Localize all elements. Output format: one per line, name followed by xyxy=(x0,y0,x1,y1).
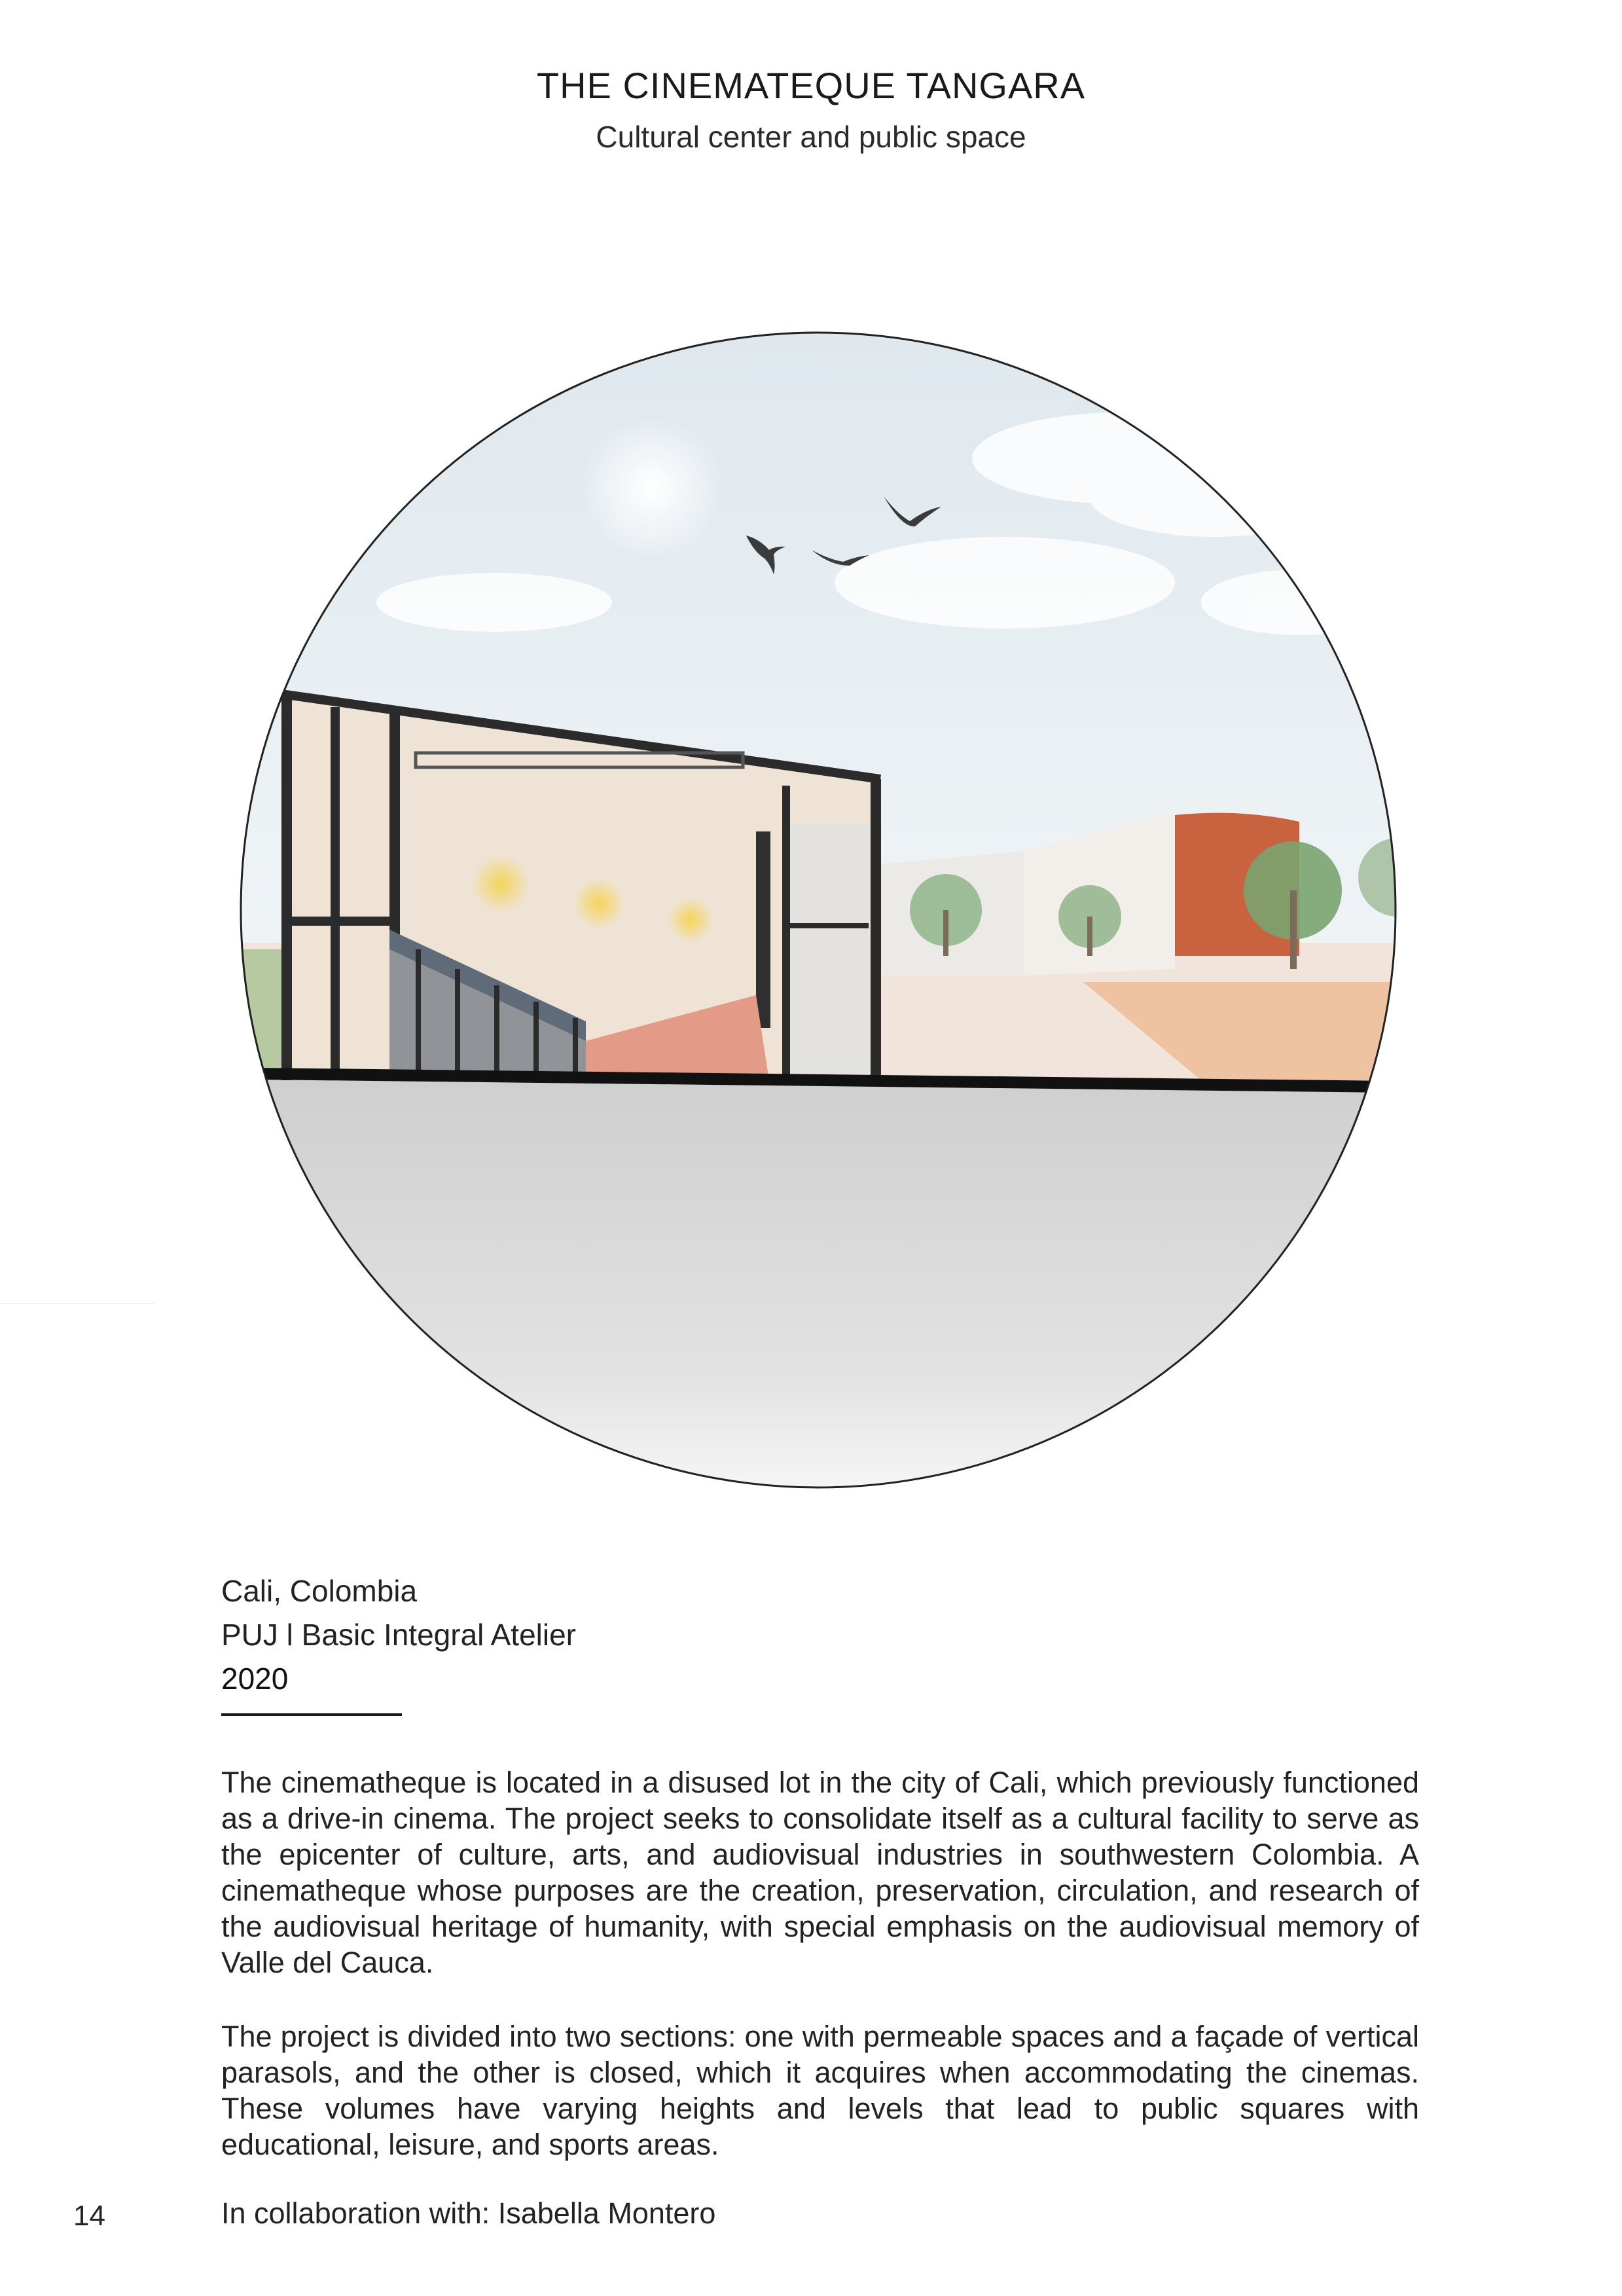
sun xyxy=(579,416,723,560)
project-location: Cali, Colombia xyxy=(221,1574,418,1608)
page-subtitle: Cultural center and public space xyxy=(596,120,1026,154)
page-title: THE CINEMATEQUE TANGARA xyxy=(536,65,1086,106)
description-paragraph-2: The project is divided into two sections: one with permeable spaces and a façade of vertical parasols, and the other is closed, which it acquires when accommodating the cinemas. These volumes have varying heights and levels that lead to public squares with educational, leisure, and sports areas. xyxy=(221,2020,1419,2161)
year-underline xyxy=(221,1713,402,1716)
page-number: 14 xyxy=(73,2200,105,2232)
description-paragraph-1: The cinematheque is located in a disused lot in the city of Cali, which previously functioned as a drive-in cinema. The project seeks to consolidate itself as a cultural facility to serve as the epicenter of culture, arts, and audiovisual industries in southwestern Colombia. A cinematheque whose purposes are the creation, preservation, circulation, and research of the audiovisual heritage of humanity, with special emphasis on the audiovisual memory of Valle del Cauca. xyxy=(221,1766,1419,1979)
collaboration-credit: In collaboration with: Isabella Montero xyxy=(221,2196,716,2230)
ground xyxy=(219,1080,1417,1493)
project-studio: PUJ l Basic Integral Atelier xyxy=(221,1618,577,1652)
section-illustration xyxy=(219,327,1417,1493)
project-year: 2020 xyxy=(221,1662,289,1696)
